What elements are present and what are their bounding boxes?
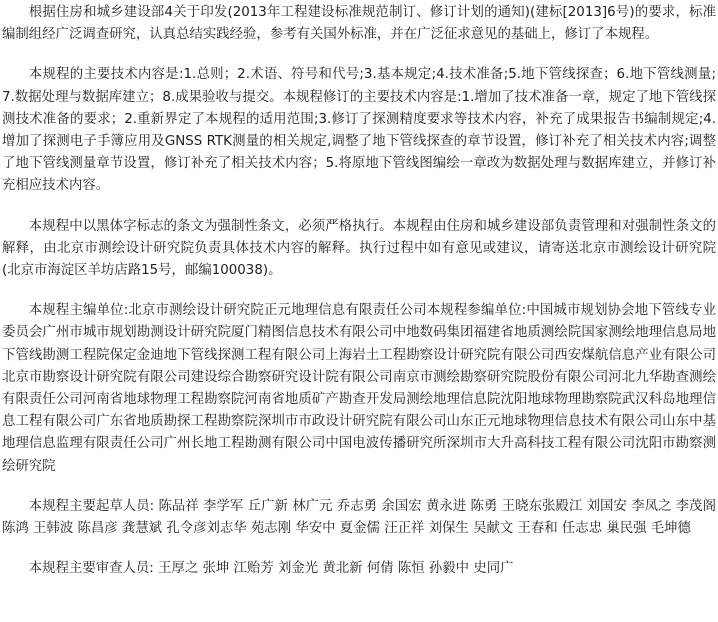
paragraph-background: 根据住房和城乡建设部4关于印发(2013年工程建设标准规范制订、修订计划的通知)(建标[2013]6号)的要求，标准编制组经广泛调查研究，认真总结实践经验，参考有关国外标准，并在广泛征求意见的基础上，修订了本规程。 [2, 5, 716, 43]
paragraph-reviewers: 本规程主要审查人员: 王厚之 张坤 江贻芳 刘金光 黄北新 何倩 陈恒 孙毅中 史同广 [28, 561, 514, 577]
paragraph-technical-content: 本规程的主要技术内容是:1.总则；2.术语、符号和代号;3.基本规定;4.技术准备;5.地下管线探查；6.地下管线测量;7.数据处理与数据库建立；8.成果验收与提交。本规程修订的主要技术内容是:1.增加了技术准备一章，规定了地下管线探测技术准备的要求；2.重新界定了本规程的适用范围;3.修订了探测精度要求等技术内容，补充了成果报告书编制规定;4.增加了探测电子手簿应用及GNSS RTK测量的相关规定,调整了地下管线探查的章节设置，修订补充了相关技术内容;调整了地下管线测量章节设置，修订补充了相关技术内容；5.将原地下管线图编绘一章改为数据处理与数据库建立，并修订补充相应技术内容。 [2, 67, 716, 194]
paragraph-mandatory-provisions: 本规程中以黑体字标志的条文为强制性条文，必须严格执行。本规程由住房和城乡建设部负责管理和对强制性条文的解释，由北京市测绘设计研究院负责具体技术内容的解释。执行过程中如有意见或建议，请寄送北京市测绘设计研究院(北京市海淀区羊坊店路15号，邮编100038)。 [2, 218, 716, 279]
paragraph-drafters: 本规程主要起草人员: 陈品祥 李学军 丘广新 林广元 乔志勇 余国宏 黄永进 陈勇 王晓东张殿江 刘国安 李凤之 李茂阁 陈鸿 王韩波 陈昌彦 龚慧斌 孔令彦刘志华 苑志刚 华安中 夏金儒 汪正祥 刘保生 吴献文 王春和 任志忠 巢民强 毛坤德 [2, 498, 716, 537]
paragraph-organizations: 本规程主编单位:北京市测绘设计研究院正元地理信息有限责任公司本规程参编单位:中国城市规划协会地下管线专业委员会广州市城市规划勘测设计研究院厦门精图信息技术有限公司中地数码集团福建省地质测绘院国家测绘地理信息局地下管线勘测工程院保定金迪地下管线探测工程有限公司上海岩土工程勘察设计研究院有限公司西安煤航信息产业有限公司北京市勘察设计研究院有限公司建设综合勘察研究设计院有限公司南京市测绘勘察研究院股份有限公司河北九华勘查测绘有限责任公司河南省地球物理工程勘察院河南省地质矿产勘查开发局测绘地理信息院沈阳地球物理勘察院武汉科岛地理信息工程有限公司广东省地质勘探工程勘察院深圳市市政设计研究院有限公司山东正元地球物理信息技术有限公司山东中基地理信息监理有限责任公司广州长地工程勘测有限公司中国电波传播研究所深圳市大升高科技工程有限公司沈阳市勘察测绘研究院 [2, 303, 716, 474]
